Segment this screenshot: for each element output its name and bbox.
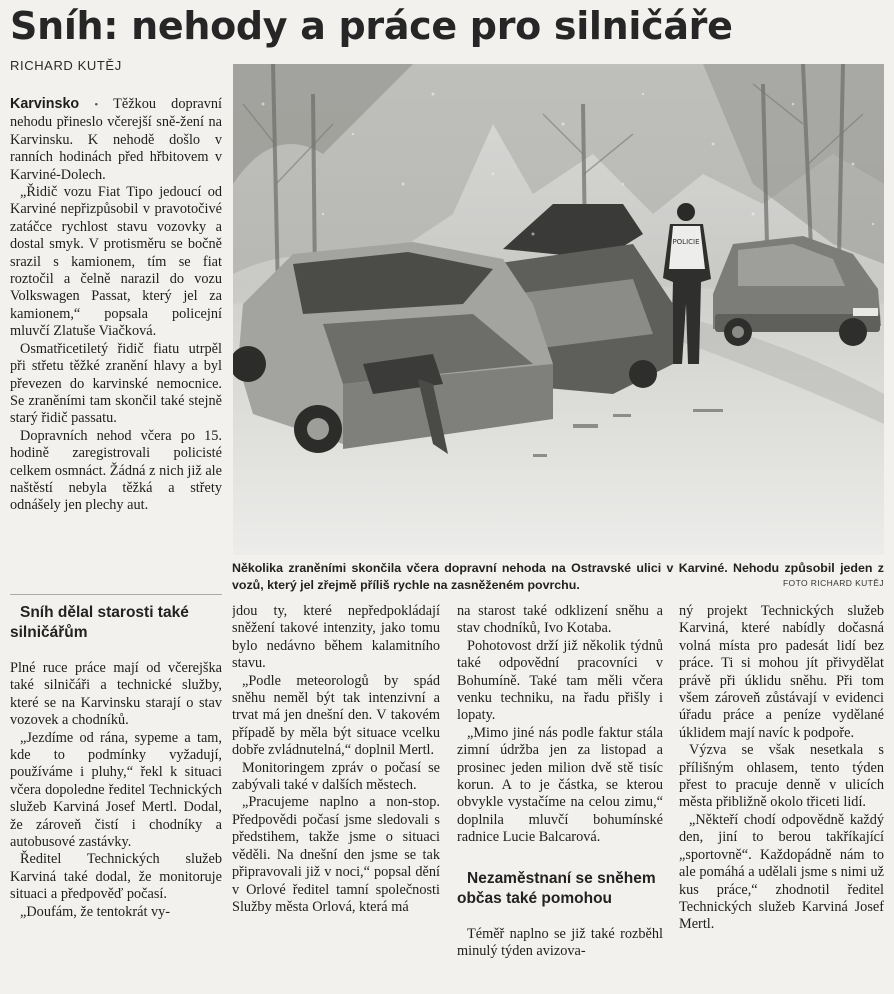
column-3-paragraph-4: Téměř naplno se již také rozběhl minulý týden avizova- [457,925,663,960]
lead-paragraph-4: Dopravních nehod včera po 15. hodině zaregistrovali policisté celkem osmnáct. Žádná z nich již ale naštěstí nebyla těžká a střety odnášely jen plechy aut. [10,427,222,514]
headline: Sníh: nehody a práce pro silničáře [10,4,733,48]
lead-article-column [10,96,222,590]
accident-photo [233,64,884,555]
lead-paragraph-1-text: Těžkou dopravní nehodu přineslo včerejší sně-žení na Karvinsku. K nehodě došlo v ranních hodinách před hřbitovem v Karviné-Dolech. [10,96,222,183]
column-2-paragraph-1: jdou ty, které nepředpokládají sněžení takové intenzity, jako tomu bylo nedávno během kalamitního stavu. [232,603,440,672]
column-3-paragraph-3: „Mimo jiné nás podle faktur stála zimní údržba jen za listopad a prosinec jeden milion dvě stě tisíc korun. A to je částka, se kterou obvykle vystačíme na celou zimu,“ doplnila mluvčí bohumínské radnice Lucie Balcarová. [457,724,663,846]
subheading-silnicari: Sníh dělal starosti také silničářům [10,604,189,641]
dateline-bullet: • [94,99,99,111]
column-1-paragraph-1: Plné ruce práce mají od včerejška také silničáři a technické služby, které se na Karvinsku starají o stav vozovek a chodníků. [10,660,222,729]
column-3-paragraph-1: na starost také odklizení sněhu a stav chodníků, Ivo Kotaba. [457,603,663,637]
column-1-paragraph-4: „Doufám, že tentokrát vy- [20,903,171,920]
subheading-nezamestnani: Nezaměstnaní se sněhem občas také pomohou [457,869,656,907]
column-3-paragraph-2: Pohotovost drží již několik týdnů také odpovědní pracovníci v Bohumíně. Také tam měli včera venku techniku, na řadu přišly i lopaty. [457,637,663,724]
photo-caption-text: Několika zraněními skončila včera dopravní nehoda na Ostravské ulici v Karviné. Nehodu způsobil jeden z vozů, který jel zřejmě příliš rychle na zasněženém povrchu. [232,561,884,592]
lead-paragraph-3: Osmatřicetiletý řidič fiatu utrpěl při střetu těžké zranění hlavy a byl převezen do karvinské nemocnice. Se zraněními tam skončil také stejně starý řidič passatu. [10,340,222,427]
byline: RICHARD KUTĚJ [10,58,122,73]
article-column-3 [457,603,663,994]
column-4-paragraph-1: ný projekt Technických služeb Karviná, které nabídly dočasná volná místa pro padesát lidí bez práce. Ti si mohou jít přivydělat právě při úklidu sněhu. Při tom všem zároveň zůstávají v evidenci úřadu práce a peníze vydělané úklidem mají navíc k podpoře. [679,603,884,741]
column-4-paragraph-3: „Někteří chodí odpovědně každý den, jiní to berou takříkající „sportovně“. Každopádně nám to ale pomáhá a udělali jsme s nimi už kus práce,“ zhodnotil ředitel Technických služeb Karviná Josef Mertl. [679,811,884,933]
column-divider [10,594,222,595]
photo-caption [232,560,884,594]
dateline: Karvinsko [10,96,80,112]
column-2-paragraph-3: Monitoringem zpráv o počasí se zabývali také v dalších městech. [232,759,440,794]
police-vest-label: POLICIE [672,238,700,246]
article-column-4 [679,603,884,994]
column-4-paragraph-2: Výzva se však nesetkala s přílišným ohlasem, tento týden přest to pracuje denně v ulicích města přibližně okolo třiceti lidí. [679,742,884,811]
lead-paragraph-2: „Řidič vozu Fiat Tipo jedoucí od Karviné nepřizpůsobil v pravotočivé zatáčce rychlost stavu vozovky a dostal smyk. V protisměru se bočně srazil s kamionem, tím se fiat roztočil a čelně narazil do vozu Volkswagen Passat, který jel za kamionem,“ popsala policejní mluvčí Zlatuše Viačková. [10,184,222,340]
article-column-2 [232,603,440,994]
column-2-paragraph-2: „Podle meteorologů by spád sněhu neměl být tak intenzivní a trvat má jen dnešní den. V takovém případě by měla být situace vcelku dobře zvládnutelná,“ doplnil Mertl. [232,672,440,759]
column-1-paragraph-3: Ředitel Technických služeb Karviná také dodal, že monitoruje situaci a předpověď počasí. [10,851,222,903]
article-column-1 [10,603,222,994]
photo-credit: FOTO RICHARD KUTĚJ [782,578,884,588]
column-2-paragraph-4: „Pracujeme naplno a non-stop. Předpovědi počasí jsme sledovali s předstihem, takže jsme o situaci věděli. Na dnešní den jsme se tak připravovali již v noci,“ popsal dění v Orlové ředitel tamní společnosti Služby města Orlová, která má [232,794,440,915]
column-1-paragraph-2: „Jezdíme od rána, sypeme a tam, kde to podmínky vyžadují, používáme i pluhy,“ řekl k situaci včera dopoledne ředitel Technických služeb Karviná Josef Mertl. Dodal, že zároveň čistí i chodníky a autobusové zastávky. [10,729,222,851]
lead-paragraph-1 [10,96,222,184]
